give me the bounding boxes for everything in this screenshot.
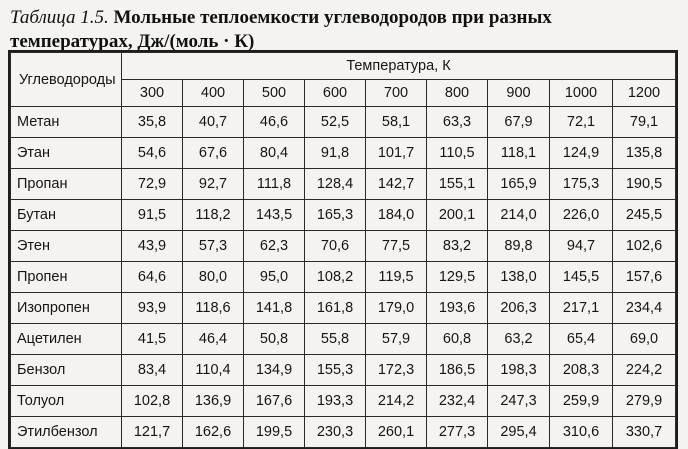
heat-capacity-cell: 179,0 <box>366 293 427 324</box>
table-row <box>11 355 676 386</box>
heat-capacity-cell: 91,5 <box>122 200 183 231</box>
table-row <box>11 138 676 169</box>
heat-capacity-cell: 295,4 <box>488 417 550 448</box>
heat-capacity-cell: 119,5 <box>366 262 427 293</box>
heat-capacity-cell: 108,2 <box>305 262 366 293</box>
table-row <box>11 386 676 417</box>
heat-capacity-cell: 198,3 <box>488 355 550 386</box>
temperature-header: 700 <box>366 80 427 107</box>
heat-capacity-cell: 41,5 <box>122 324 183 355</box>
table-body <box>11 107 676 448</box>
heat-capacity-cell: 184,0 <box>366 200 427 231</box>
heat-capacity-cell: 234,4 <box>613 293 676 324</box>
heat-capacity-cell: 64,6 <box>122 262 183 293</box>
hydrocarbons-column-header: Углеводороды <box>11 53 122 107</box>
temperature-header: 1200 <box>613 80 676 107</box>
heat-capacity-cell: 110,4 <box>183 355 244 386</box>
heat-capacity-cell: 214,0 <box>488 200 550 231</box>
heat-capacity-cell: 46,6 <box>244 107 305 138</box>
heat-capacity-cell: 165,3 <box>305 200 366 231</box>
heat-capacity-cell: 92,7 <box>183 169 244 200</box>
table-row <box>11 262 676 293</box>
heat-capacity-cell: 143,5 <box>244 200 305 231</box>
hydrocarbon-name: Пропан <box>11 169 122 200</box>
heat-capacity-cell: 55,8 <box>305 324 366 355</box>
heat-capacity-cell: 67,9 <box>488 107 550 138</box>
heat-capacity-cell: 63,3 <box>427 107 488 138</box>
temperature-group-header: Температура, К <box>122 53 676 80</box>
heat-capacity-cell: 134,9 <box>244 355 305 386</box>
table-row <box>11 107 676 138</box>
heat-capacity-cell: 79,1 <box>613 107 676 138</box>
heat-capacity-cell: 57,3 <box>183 231 244 262</box>
heat-capacity-cell: 111,8 <box>244 169 305 200</box>
heat-capacity-cell: 60,8 <box>427 324 488 355</box>
temperature-header: 900 <box>488 80 550 107</box>
heat-capacity-cell: 95,0 <box>244 262 305 293</box>
heat-capacity-cell: 35,8 <box>122 107 183 138</box>
temperature-header: 400 <box>183 80 244 107</box>
table-row <box>11 169 676 200</box>
heat-capacity-cell: 63,2 <box>488 324 550 355</box>
heat-capacity-cell: 94,7 <box>550 231 613 262</box>
table-row <box>11 231 676 262</box>
heat-capacity-cell: 65,4 <box>550 324 613 355</box>
heat-capacity-cell: 200,1 <box>427 200 488 231</box>
heat-capacity-cell: 162,6 <box>183 417 244 448</box>
heat-capacity-cell: 80,4 <box>244 138 305 169</box>
table-row <box>11 200 676 231</box>
heat-capacity-cell: 128,4 <box>305 169 366 200</box>
heat-capacity-cell: 224,2 <box>613 355 676 386</box>
hydrocarbon-name: Этилбензол <box>11 417 122 448</box>
hydrocarbon-name: Этен <box>11 231 122 262</box>
heat-capacity-cell: 93,9 <box>122 293 183 324</box>
heat-capacity-cell: 91,8 <box>305 138 366 169</box>
heat-capacity-cell: 124,9 <box>550 138 613 169</box>
heat-capacity-cell: 199,5 <box>244 417 305 448</box>
table-row <box>11 417 676 448</box>
heat-capacity-cell: 155,1 <box>427 169 488 200</box>
heat-capacity-cell: 141,8 <box>244 293 305 324</box>
table-number: Таблица 1.5. <box>10 7 109 28</box>
heat-capacity-cell: 142,7 <box>366 169 427 200</box>
temperature-header: 800 <box>427 80 488 107</box>
heat-capacity-cell: 193,3 <box>305 386 366 417</box>
heat-capacity-cell: 230,3 <box>305 417 366 448</box>
heat-capacity-cell: 247,3 <box>488 386 550 417</box>
heat-capacity-table <box>10 52 676 448</box>
heat-capacity-cell: 186,5 <box>427 355 488 386</box>
heat-capacity-cell: 110,5 <box>427 138 488 169</box>
heat-capacity-cell: 69,0 <box>613 324 676 355</box>
heat-capacity-cell: 121,7 <box>122 417 183 448</box>
heat-capacity-cell: 58,1 <box>366 107 427 138</box>
heat-capacity-cell: 138,0 <box>488 262 550 293</box>
heat-capacity-cell: 70,6 <box>305 231 366 262</box>
hydrocarbon-name: Пропен <box>11 262 122 293</box>
heat-capacity-cell: 54,6 <box>122 138 183 169</box>
heat-capacity-cell: 277,3 <box>427 417 488 448</box>
heat-capacity-cell: 83,4 <box>122 355 183 386</box>
hydrocarbon-name: Изопропен <box>11 293 122 324</box>
heat-capacity-cell: 40,7 <box>183 107 244 138</box>
heat-capacity-cell: 259,9 <box>550 386 613 417</box>
heat-capacity-cell: 260,1 <box>366 417 427 448</box>
temperature-header: 300 <box>122 80 183 107</box>
heat-capacity-cell: 52,5 <box>305 107 366 138</box>
heat-capacity-cell: 129,5 <box>427 262 488 293</box>
table-caption <box>10 6 670 54</box>
temperature-header: 600 <box>305 80 366 107</box>
heat-capacity-cell: 57,9 <box>366 324 427 355</box>
hydrocarbon-name: Метан <box>11 107 122 138</box>
temperature-header: 1000 <box>550 80 613 107</box>
heat-capacity-cell: 155,3 <box>305 355 366 386</box>
heat-capacity-cell: 245,5 <box>613 200 676 231</box>
table-title: Мольные теплоемкости углеводородов при разных температурах, Дж/(моль · К) <box>10 7 552 52</box>
heat-capacity-cell: 217,1 <box>550 293 613 324</box>
heat-capacity-cell: 77,5 <box>366 231 427 262</box>
heat-capacity-cell: 190,5 <box>613 169 676 200</box>
table-row <box>11 324 676 355</box>
heat-capacity-cell: 46,4 <box>183 324 244 355</box>
heat-capacity-cell: 172,3 <box>366 355 427 386</box>
heat-capacity-cell: 102,6 <box>613 231 676 262</box>
heat-capacity-cell: 157,6 <box>613 262 676 293</box>
heat-capacity-cell: 67,6 <box>183 138 244 169</box>
heat-capacity-cell: 80,0 <box>183 262 244 293</box>
heat-capacity-cell: 161,8 <box>305 293 366 324</box>
hydrocarbon-name: Бензол <box>11 355 122 386</box>
heat-capacity-cell: 101,7 <box>366 138 427 169</box>
heat-capacity-cell: 167,6 <box>244 386 305 417</box>
heat-capacity-cell: 50,8 <box>244 324 305 355</box>
heat-capacity-cell: 175,3 <box>550 169 613 200</box>
heat-capacity-cell: 118,6 <box>183 293 244 324</box>
heat-capacity-cell: 206,3 <box>488 293 550 324</box>
heat-capacity-cell: 118,2 <box>183 200 244 231</box>
temperature-header: 500 <box>244 80 305 107</box>
heat-capacity-cell: 118,1 <box>488 138 550 169</box>
hydrocarbon-name: Бутан <box>11 200 122 231</box>
heat-capacity-cell: 62,3 <box>244 231 305 262</box>
heat-capacity-cell: 330,7 <box>613 417 676 448</box>
heat-capacity-cell: 72,9 <box>122 169 183 200</box>
heat-capacity-cell: 135,8 <box>613 138 676 169</box>
table-row <box>11 293 676 324</box>
heat-capacity-cell: 102,8 <box>122 386 183 417</box>
hydrocarbon-name: Ацетилен <box>11 324 122 355</box>
heat-capacity-cell: 232,4 <box>427 386 488 417</box>
heat-capacity-cell: 193,6 <box>427 293 488 324</box>
heat-capacity-cell: 136,9 <box>183 386 244 417</box>
heat-capacity-cell: 145,5 <box>550 262 613 293</box>
heat-capacity-cell: 43,9 <box>122 231 183 262</box>
hydrocarbon-name: Этан <box>11 138 122 169</box>
heat-capacity-cell: 279,9 <box>613 386 676 417</box>
heat-capacity-cell: 165,9 <box>488 169 550 200</box>
heat-capacity-cell: 208,3 <box>550 355 613 386</box>
heat-capacity-cell: 310,6 <box>550 417 613 448</box>
heat-capacity-cell: 83,2 <box>427 231 488 262</box>
heat-capacity-cell: 214,2 <box>366 386 427 417</box>
hydrocarbon-name: Толуол <box>11 386 122 417</box>
heat-capacity-cell: 89,8 <box>488 231 550 262</box>
heat-capacity-cell: 226,0 <box>550 200 613 231</box>
heat-capacity-cell: 72,1 <box>550 107 613 138</box>
